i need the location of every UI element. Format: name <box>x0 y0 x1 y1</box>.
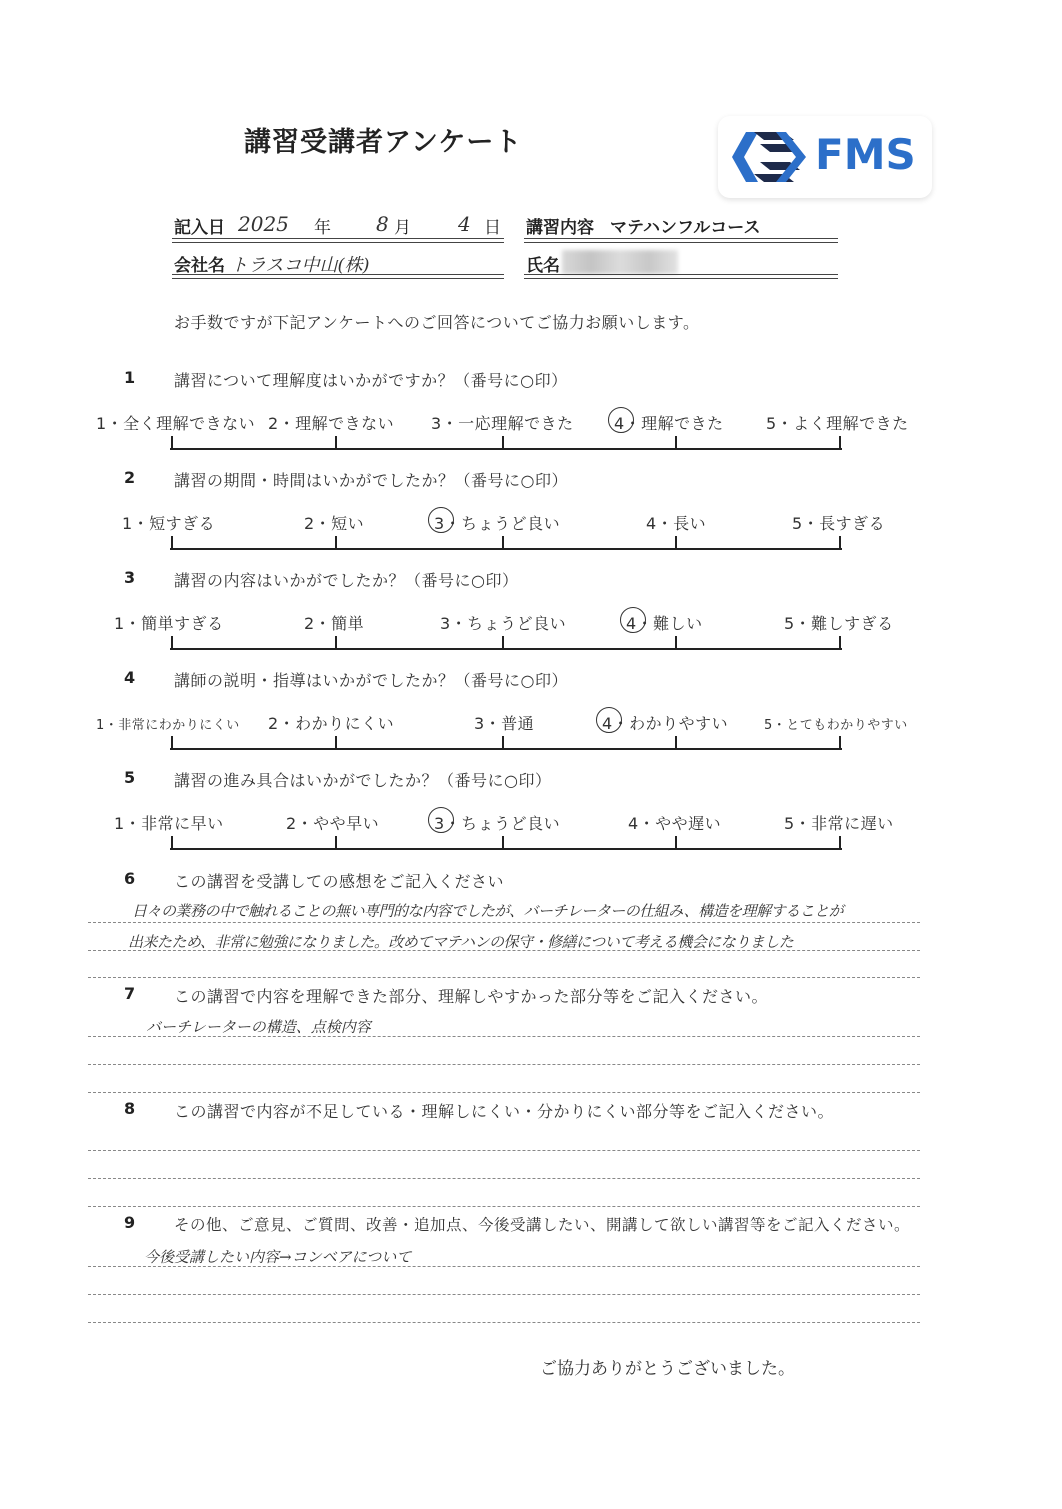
q2-option-2[interactable]: 2・短い <box>304 514 365 533</box>
q5-scale-tick-4 <box>675 836 677 850</box>
q8-number: 8 <box>124 1099 136 1118</box>
day-unit: 日 <box>484 218 501 238</box>
q8-rule-1 <box>88 1150 920 1151</box>
q3-scale-line <box>170 648 842 650</box>
q6-answer-line-1: 日々の業務の中で触れることの無い専門的な内容でしたが、バーチレーターの仕組み、構造を理解することが <box>132 902 844 920</box>
q1-scale-tick-2 <box>335 436 337 450</box>
q1-number: 1 <box>124 368 136 387</box>
q5-option-4[interactable]: 4・やや遅い <box>628 814 722 833</box>
q2-scale-line <box>170 548 842 550</box>
q6-rule-2 <box>88 950 920 951</box>
q8-text: この講習で内容が不足している・理解しにくい・分かりにくい部分等をご記入ください。 <box>174 1102 835 1121</box>
q2-option-5[interactable]: 5・長すぎる <box>792 514 886 533</box>
logo-text: FMS <box>815 130 916 179</box>
q5-scale-tick-3 <box>502 836 504 850</box>
name-underline-2 <box>524 278 838 279</box>
q1-scale-tick-5 <box>839 436 841 450</box>
q5-option-3[interactable]: 3・ちょうど良い <box>434 814 561 833</box>
q5-number: 5 <box>124 768 136 787</box>
q7-answer-line-1: バーチレーターの構造、点検内容 <box>146 1018 371 1036</box>
q1-option-4[interactable]: 4・理解できた <box>614 414 724 433</box>
q2-scale-tick-1 <box>171 536 173 550</box>
q5-selected-circle <box>428 807 454 833</box>
q1-scale-tick-4 <box>675 436 677 450</box>
q3-scale-tick-1 <box>171 636 173 650</box>
q5-option-5[interactable]: 5・非常に遅い <box>784 814 894 833</box>
q7-text: この講習で内容を理解できた部分、理解しやすかった部分等をご記入ください。 <box>174 987 769 1006</box>
q1-scale-tick-3 <box>502 436 504 450</box>
q2-option-1[interactable]: 1・短すぎる <box>122 514 216 533</box>
q3-option-5[interactable]: 5・難しすぎる <box>784 614 894 633</box>
thanks-text: ご協力ありがとうございました。 <box>540 1359 795 1379</box>
q6-answer-line-2: 出来たため、非常に勉強になりました。改めてマテハンの保守・修繕について考える機会になりました <box>128 933 794 951</box>
q2-number: 2 <box>124 468 136 487</box>
q3-scale-tick-3 <box>502 636 504 650</box>
redacted-name <box>562 250 678 274</box>
q7-number: 7 <box>124 984 136 1003</box>
q3-scale-tick-5 <box>839 636 841 650</box>
name-label: 氏名 <box>526 256 560 276</box>
q3-number: 3 <box>124 568 136 587</box>
company-value: トラスコ中山(株) <box>230 255 370 276</box>
company-underline-2 <box>172 278 504 279</box>
q1-selected-circle <box>608 407 634 433</box>
q4-scale-tick-3 <box>502 736 504 750</box>
q4-scale-tick-2 <box>335 736 337 750</box>
q4-option-4[interactable]: 4・わかりやすい <box>602 714 729 733</box>
intro-text: お手数ですが下記アンケートへのご回答についてご協力お願いします。 <box>174 313 700 332</box>
course-value: マテハンフルコース <box>610 218 761 238</box>
year-unit: 年 <box>314 218 331 238</box>
q8-rule-2 <box>88 1178 920 1179</box>
q1-option-5[interactable]: 5・よく理解できた <box>766 414 909 433</box>
date-underline <box>172 238 504 239</box>
q9-number: 9 <box>124 1213 136 1232</box>
company-label: 会社名 <box>174 256 225 276</box>
course-underline-2 <box>524 242 838 243</box>
q4-scale-tick-5 <box>839 736 841 750</box>
q4-number: 4 <box>124 668 136 687</box>
form-title: 講習受講者アンケート <box>244 127 523 158</box>
q3-option-4[interactable]: 4・難しい <box>626 614 703 633</box>
date-label: 記入日 <box>174 218 225 238</box>
q6-rule-3 <box>88 977 920 978</box>
q6-number: 6 <box>124 869 136 888</box>
q9-rule-2 <box>88 1294 920 1295</box>
q4-option-1[interactable]: 1・非常にわかりにくい <box>96 718 240 733</box>
q3-scale-tick-2 <box>335 636 337 650</box>
q9-rule-1 <box>88 1266 920 1267</box>
q3-scale-tick-4 <box>675 636 677 650</box>
course-label: 講習内容 <box>526 218 594 238</box>
q9-answer-line-1: 今後受講したい内容→コンベアについて <box>144 1248 412 1266</box>
q1-option-3[interactable]: 3・一応理解できた <box>431 414 574 433</box>
q2-scale-tick-4 <box>675 536 677 550</box>
q2-text: 講習の期間・時間はいかがでしたか？（番号に○印） <box>174 471 568 490</box>
course-underline <box>524 238 838 239</box>
q4-option-3[interactable]: 3・普通 <box>474 714 535 733</box>
q6-text: この講習を受講しての感想をご記入ください <box>174 872 505 891</box>
q5-scale-tick-5 <box>839 836 841 850</box>
q2-scale-tick-5 <box>839 536 841 550</box>
fms-logo-icon <box>724 122 810 192</box>
day-value: 4 <box>458 212 471 236</box>
q7-rule-1 <box>88 1036 920 1037</box>
q5-option-1[interactable]: 1・非常に早い <box>114 814 224 833</box>
q4-text: 講師の説明・指導はいかがでしたか？（番号に○印） <box>174 671 568 690</box>
q1-option-2[interactable]: 2・理解できない <box>268 414 395 433</box>
q4-selected-circle <box>596 707 622 733</box>
q3-text: 講習の内容はいかがでしたか？（番号に○印） <box>174 571 519 590</box>
q5-scale-tick-1 <box>171 836 173 850</box>
q4-scale-tick-4 <box>675 736 677 750</box>
q1-scale-tick-1 <box>171 436 173 450</box>
month-value: 8 <box>376 212 389 236</box>
q5-text: 講習の進み具合はいかがでしたか？（番号に○印） <box>174 771 552 790</box>
company-underline <box>172 274 504 275</box>
q7-rule-2 <box>88 1064 920 1065</box>
q2-option-4[interactable]: 4・長い <box>646 514 707 533</box>
q1-text: 講習について理解度はいかがですか？（番号に○印） <box>174 371 568 390</box>
q3-option-2[interactable]: 2・簡単 <box>304 614 365 633</box>
q2-scale-tick-2 <box>335 536 337 550</box>
q1-option-1[interactable]: 1・全く理解できない <box>96 414 256 433</box>
q6-rule-1 <box>88 922 920 923</box>
q1-scale-line <box>170 448 842 450</box>
q5-scale-tick-2 <box>335 836 337 850</box>
q5-scale-line <box>170 848 842 850</box>
q4-option-2[interactable]: 2・わかりにくい <box>268 714 395 733</box>
q2-selected-circle <box>428 507 454 533</box>
q4-scale-tick-1 <box>171 736 173 750</box>
q9-rule-3 <box>88 1322 920 1323</box>
month-unit: 月 <box>394 218 411 238</box>
q9-text: その他、ご意見、ご質問、改善・追加点、今後受講したい、開講して欲しい講習等をご記入ください。 <box>174 1216 911 1234</box>
q8-rule-3 <box>88 1206 920 1207</box>
q4-option-5[interactable]: 5・とてもわかりやすい <box>764 718 908 733</box>
q2-option-3[interactable]: 3・ちょうど良い <box>434 514 561 533</box>
q5-option-2[interactable]: 2・やや早い <box>286 814 380 833</box>
q3-selected-circle <box>620 607 646 633</box>
name-underline <box>524 274 838 275</box>
q3-option-3[interactable]: 3・ちょうど良い <box>440 614 567 633</box>
date-underline-2 <box>172 242 504 243</box>
year-value: 2025 <box>238 212 289 236</box>
q7-rule-3 <box>88 1092 920 1093</box>
q4-scale-line <box>170 748 842 750</box>
q2-scale-tick-3 <box>502 536 504 550</box>
q3-option-1[interactable]: 1・簡単すぎる <box>114 614 224 633</box>
